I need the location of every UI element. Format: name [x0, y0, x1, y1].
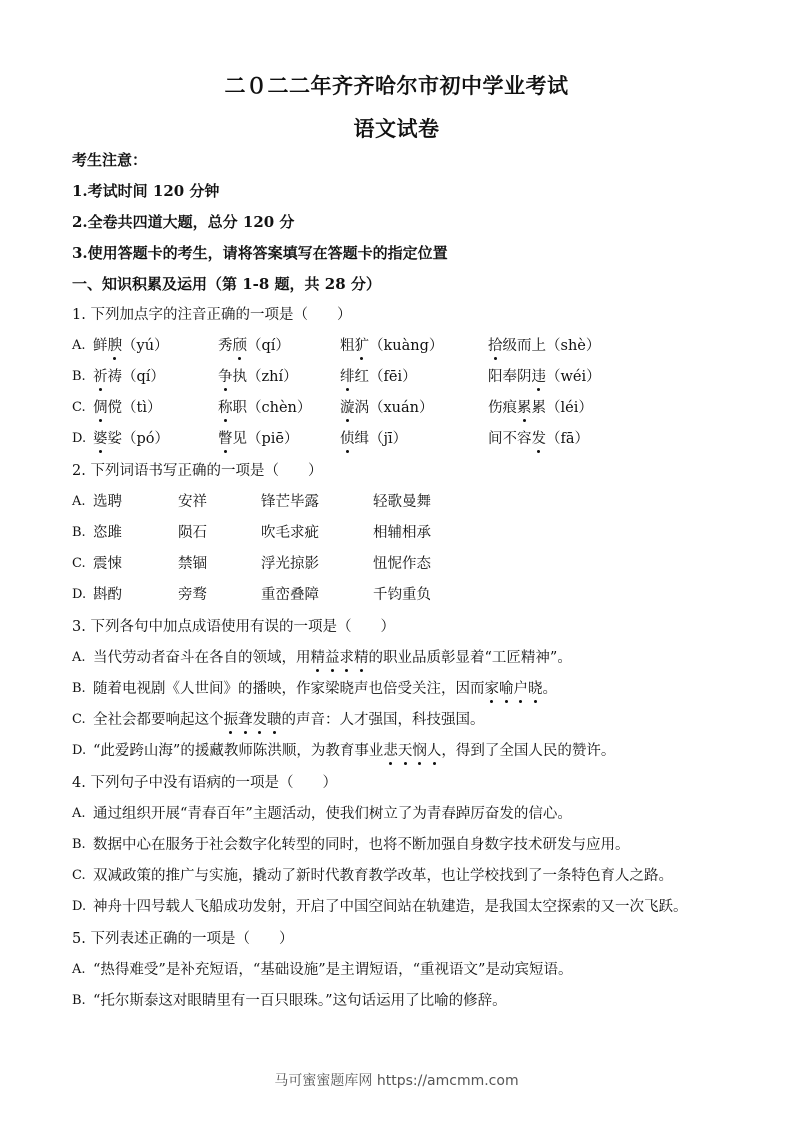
option-label: A. — [72, 494, 86, 509]
dotted-idiom — [485, 681, 543, 697]
option-text: 通过组织开展“青春百年”主题活动，使我们树立了为青春踔厉奋发的信心。 — [93, 806, 572, 822]
dotted-char: 人 — [426, 743, 442, 759]
word-text: 红（fēi） — [354, 369, 417, 385]
word-text: （fā） — [546, 431, 590, 447]
word-item — [93, 367, 165, 387]
footer-watermark: 马可蜜蜜题库网 https://amcmm.com — [274, 1073, 519, 1089]
dotted-char: 祈 — [93, 369, 108, 385]
dotted-char: 悲 — [383, 743, 398, 759]
question-stem: 1. 下列加点字的注音正确的一项是（ ） — [72, 307, 352, 323]
option-label: B. — [72, 993, 86, 1008]
word-item: 锋芒毕露 — [261, 494, 319, 510]
option-text — [93, 710, 485, 730]
word-text: （yú） — [122, 338, 169, 354]
option-text: “热得难受”是补充短语，“基础设施”是主谓短语，“重视语文”是动宾短语。 — [93, 962, 573, 978]
sentence-text: “此爱跨山海”的援藏教师陈洪顺，为教育事业 — [93, 743, 384, 759]
word-item: 斟酌 — [93, 587, 122, 603]
sentence-text: 当代劳动者奋斗在各自的领域，用 — [93, 650, 311, 666]
word-item — [488, 336, 600, 356]
option-label: A. — [72, 338, 86, 353]
exam-subtitle: 语文试卷 — [353, 116, 440, 141]
word-item: 安祥 — [178, 494, 207, 510]
word-text: （kuàng） — [369, 338, 444, 354]
word-item: 选聘 — [93, 494, 122, 510]
dotted-char: 腴 — [107, 338, 122, 354]
dotted-char: 瞥 — [218, 431, 233, 447]
option-label: C. — [72, 712, 86, 727]
word-text: 见（piē） — [232, 431, 299, 447]
word-text: 伤痕 — [488, 400, 517, 416]
option-text — [93, 679, 557, 699]
word-item — [93, 429, 169, 449]
word-text: 阳奉阴 — [488, 369, 532, 385]
dotted-idiom — [311, 650, 369, 666]
word-text: 级而上（shè） — [502, 338, 601, 354]
word-item: 陨石 — [178, 525, 207, 541]
dotted-char: 户 — [513, 681, 528, 697]
word-item — [218, 367, 298, 387]
word-item — [340, 398, 434, 418]
dotted-char: 倜 — [93, 400, 108, 416]
word-item: 震悚 — [93, 556, 122, 572]
word-item: 浮光掠影 — [261, 556, 319, 572]
dotted-char: 晓 — [528, 681, 543, 697]
dotted-idiom — [383, 743, 441, 759]
dotted-char: 天 — [397, 743, 413, 759]
dotted-char: 颀 — [232, 338, 247, 354]
option-label: C. — [72, 400, 86, 415]
option-text: 数据中心在服务于社会数字化转型的同时，也将不断加强自身数字技术研发与应用。 — [93, 837, 630, 853]
dotted-char: 喻 — [499, 681, 514, 697]
word-text: 鲜 — [93, 338, 108, 354]
word-text: 傥（tì） — [107, 400, 162, 416]
dotted-char: 家 — [484, 681, 499, 697]
dotted-char: 漩 — [340, 400, 355, 416]
word-text: （qí） — [247, 338, 290, 354]
word-item: 恣雎 — [93, 525, 122, 541]
sentence-text: 。 — [542, 681, 557, 697]
word-text: 执（zhí） — [232, 369, 298, 385]
option-label: C. — [72, 556, 86, 571]
dotted-char: 益 — [325, 650, 340, 666]
word-text: （wéi） — [546, 369, 601, 385]
dotted-idiom — [224, 712, 282, 728]
word-item — [488, 367, 601, 387]
sentence-text: 全社会都要响起这个 — [93, 712, 224, 728]
option-label: B. — [72, 525, 86, 540]
option-text — [93, 741, 615, 761]
dotted-char: 悯 — [412, 743, 427, 759]
dotted-char: 振 — [223, 712, 238, 728]
sentence-text: 的声音：人才强国，科技强国。 — [281, 712, 485, 728]
dotted-char: 犷 — [354, 338, 369, 354]
option-label: D. — [72, 587, 87, 602]
word-item — [340, 429, 407, 449]
word-text: 祷（qí） — [107, 369, 165, 385]
option-label: D. — [72, 899, 87, 914]
option-label: D. — [72, 743, 87, 758]
option-label: C. — [72, 868, 86, 883]
word-item: 吹毛求疵 — [261, 525, 319, 541]
option-label: A. — [72, 962, 86, 977]
question-stem: 3. 下列各句中加点成语使用有误的一项是（ ） — [72, 619, 395, 635]
word-item: 千钧重负 — [373, 587, 431, 603]
word-item — [488, 398, 593, 418]
dotted-char: 聋 — [238, 712, 253, 728]
word-item — [93, 336, 169, 356]
dotted-char: 精 — [310, 650, 325, 666]
dotted-char: 累 — [517, 400, 532, 416]
section-title: 一、知识积累及运用（第 1-8 题，共 28 分） — [72, 275, 381, 293]
word-item — [93, 398, 161, 418]
option-text: “托尔斯泰这对眼睛里有一百只眼珠。”这句话运用了比喻的修辞。 — [93, 993, 507, 1009]
word-item — [340, 336, 443, 356]
word-text: 累（léi） — [531, 400, 593, 416]
question-stem: 4. 下列句子中没有语病的一项是（ ） — [72, 775, 337, 791]
sentence-text: 随着电视剧《人世间》的播映，作家梁晓声也倍受关注，因而 — [93, 681, 485, 697]
dotted-char: 求 — [339, 650, 354, 666]
dotted-char: 拾 — [488, 338, 503, 354]
dotted-char: 发 — [252, 712, 267, 728]
option-label: D. — [72, 431, 87, 446]
word-text: 秀 — [218, 338, 233, 354]
sentence-text: 的职业品质彰显着“工匠精神”。 — [368, 650, 572, 666]
notice-item: 2.全卷共四道大题，总分 120 分 — [72, 213, 295, 231]
word-text: 间不容 — [488, 431, 532, 447]
dotted-char: 称 — [218, 400, 233, 416]
word-item: 相辅相承 — [373, 525, 431, 541]
word-item: 旁骛 — [178, 587, 207, 603]
notice-item: 1.考试时间 120 分钟 — [72, 182, 220, 200]
word-item — [488, 429, 589, 449]
exam-title: 二０二二年齐齐哈尔市初中学业考试 — [224, 73, 569, 98]
option-label: B. — [72, 681, 86, 696]
option-label: B. — [72, 369, 86, 384]
dotted-char: 婆 — [93, 431, 108, 447]
word-item — [218, 398, 311, 418]
word-item — [218, 429, 299, 449]
option-label: A. — [72, 806, 86, 821]
question-stem: 2. 下列词语书写正确的一项是（ ） — [72, 463, 323, 479]
word-item: 轻歌曼舞 — [373, 494, 431, 510]
dotted-char: 精 — [354, 650, 369, 666]
word-item: 忸怩作态 — [373, 556, 431, 572]
dotted-char: 争 — [218, 369, 233, 385]
word-item: 禁锢 — [178, 556, 207, 572]
word-text: 娑（pó） — [107, 431, 170, 447]
word-text: 涡（xuán） — [354, 400, 434, 416]
dotted-char: 违 — [531, 369, 546, 385]
question-stem: 5. 下列表述正确的一项是（ ） — [72, 931, 294, 947]
word-item: 重峦叠障 — [261, 587, 319, 603]
word-item — [218, 336, 290, 356]
word-text: 粗 — [340, 338, 355, 354]
dotted-char: 绯 — [340, 369, 355, 385]
word-text: 职（chèn） — [232, 400, 312, 416]
option-label: B. — [72, 837, 86, 852]
notice-item: 3.使用答题卡的考生，请将答案填写在答题卡的指定位置 — [72, 244, 448, 262]
option-text — [93, 648, 572, 668]
option-text: 神舟十四号载人飞船成功发射，开启了中国空间站在轨建造，是我国太空探索的又一次飞跃。 — [93, 899, 688, 915]
sentence-text: ，得到了全国人民的赞许。 — [441, 743, 616, 759]
dotted-char: 发 — [531, 431, 546, 447]
notice-heading: 考生注意： — [72, 151, 148, 169]
word-text: 缉（jī） — [354, 431, 408, 447]
word-item — [340, 367, 417, 387]
dotted-char: 聩 — [267, 712, 282, 728]
option-text: 双减政策的推广与实施，撬动了新时代教育教学改革，也让学校找到了一条特色育人之路。 — [93, 868, 673, 884]
dotted-char: 侦 — [340, 431, 355, 447]
option-label: A. — [72, 650, 86, 665]
